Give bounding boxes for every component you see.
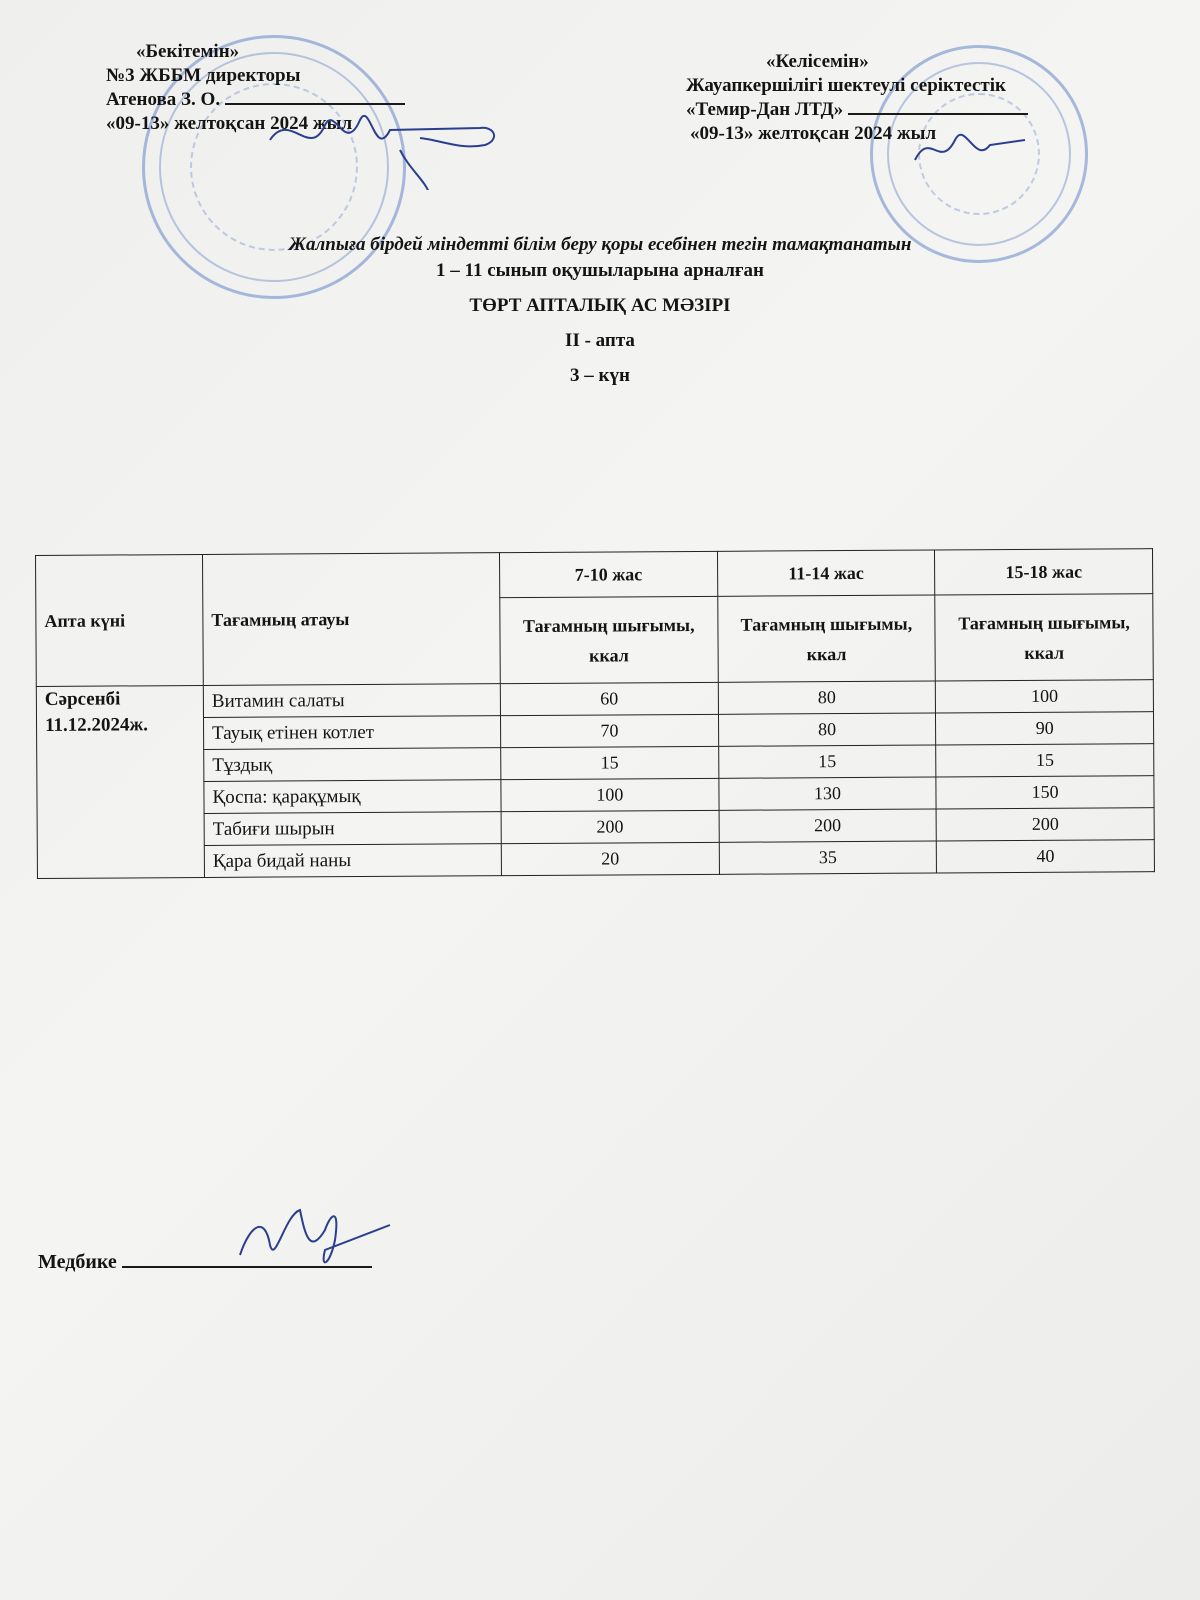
header-age-3: 15-18 жас xyxy=(935,549,1153,596)
kcal-7-10: 60 xyxy=(500,682,718,715)
document-titles xyxy=(0,232,1200,389)
nurse-signature-line xyxy=(122,1250,372,1268)
kcal-15-18: 150 xyxy=(936,776,1154,809)
header-yield-3: Тағамның шығымы, ккал xyxy=(935,594,1153,681)
table-row xyxy=(37,840,1154,879)
title-line-2: 1 – 11 сынып оқушыларына арналған xyxy=(436,260,764,281)
kcal-7-10: 20 xyxy=(501,842,719,875)
day-name: Сәрсенбі xyxy=(44,688,121,710)
kcal-7-10: 70 xyxy=(500,714,718,747)
approval-right-signature-line xyxy=(848,99,1028,115)
kcal-11-14: 80 xyxy=(718,713,936,746)
approval-right-date: «09-13» желтоқсан 2024 жыл xyxy=(690,123,937,144)
kcal-11-14: 80 xyxy=(718,681,936,714)
kcal-11-14: 200 xyxy=(719,809,937,842)
approval-right-org-name: «Темир-Дан ЛТД» xyxy=(686,99,844,120)
kcal-7-10: 200 xyxy=(501,810,719,843)
kcal-11-14: 35 xyxy=(719,841,937,874)
title-line-3: ТӨРТ АПТАЛЫҚ АС МӘЗІРІ xyxy=(469,295,731,316)
header-age-2: 11-14 жас xyxy=(717,550,935,597)
kcal-11-14: 15 xyxy=(718,745,936,778)
dish-name: Витамин салаты xyxy=(203,684,500,718)
kcal-11-14: 130 xyxy=(719,777,937,810)
title-line-1: Жалпыға бірдей міндетті білім беру қоры есебінен тегін тамақтанатын xyxy=(288,234,912,255)
dish-name: Табиғи шырын xyxy=(204,812,501,846)
kcal-15-18: 40 xyxy=(937,840,1155,873)
approval-left-date: «09-13» желтоқсан 2024 жыл xyxy=(106,113,353,134)
kcal-15-18: 200 xyxy=(936,808,1154,841)
approval-left-signature-line xyxy=(225,89,405,105)
day-cell xyxy=(36,685,204,878)
approval-right-block xyxy=(686,50,1028,146)
dish-name: Тауық етінен котлет xyxy=(203,716,500,750)
nurse-signature-block xyxy=(38,1250,372,1274)
approval-left-block xyxy=(106,40,405,136)
approval-left-name: Атенова З. О. xyxy=(106,89,221,110)
header-dish: Тағамның атауы xyxy=(202,553,500,686)
kcal-7-10: 15 xyxy=(501,746,719,779)
header-age-1: 7-10 жас xyxy=(499,551,717,598)
week-label: ІІ - апта xyxy=(565,330,635,351)
dish-name: Тұздық xyxy=(204,748,501,782)
header-yield-1: Тағамның шығымы, ккал xyxy=(500,597,718,684)
dish-name: Қоспа: қарақұмық xyxy=(204,780,501,814)
kcal-15-18: 15 xyxy=(936,744,1154,777)
kcal-15-18: 90 xyxy=(936,712,1154,745)
header-day: Апта күні xyxy=(36,554,204,686)
day-label: 3 – күн xyxy=(570,365,630,386)
menu-table xyxy=(35,548,1155,879)
nurse-label: Медбике xyxy=(38,1251,117,1273)
approval-right-heading: «Келісемін» xyxy=(766,51,869,72)
approval-left-position: №3 ЖББМ директоры xyxy=(106,65,301,86)
kcal-15-18: 100 xyxy=(936,680,1154,713)
approval-left-heading: «Бекітемін» xyxy=(136,41,240,62)
header-yield-2: Тағамның шығымы, ккал xyxy=(717,595,935,682)
kcal-7-10: 100 xyxy=(501,778,719,811)
day-date: 11.12.2024ж. xyxy=(44,714,149,736)
approval-right-org-type: Жауапкершілігі шектеулі серіктестік xyxy=(686,75,1006,96)
dish-name: Қара бидай наны xyxy=(204,844,501,878)
